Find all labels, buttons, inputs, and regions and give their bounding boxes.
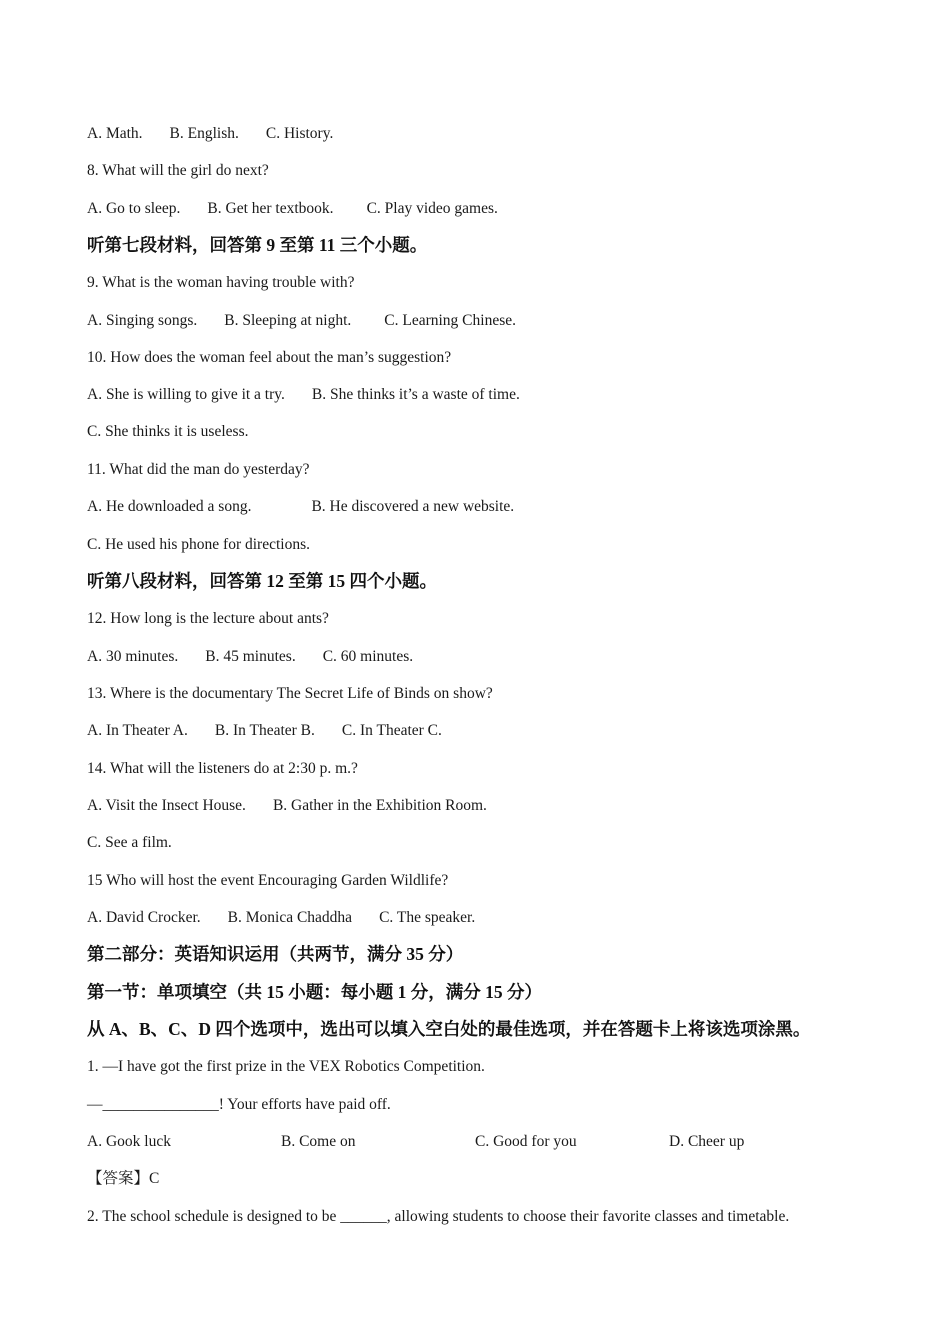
- option-b: B. He discovered a new website.: [311, 498, 515, 515]
- option-a: A. Singing songs.: [87, 312, 198, 329]
- section-header-part8: 听第八段材料，回答第 12 至第 15 四个小题。: [87, 571, 437, 591]
- option-c: C. History.: [265, 125, 334, 142]
- grammar-question-1-response: —_______________! Your efforts have paid off.: [87, 1096, 391, 1113]
- q11-option-c: C. He used his phone for directions.: [87, 536, 310, 553]
- option-a: A. Math.: [87, 125, 143, 142]
- option-a: A. 30 minutes.: [87, 648, 179, 665]
- q14-option-c: C. See a film.: [87, 834, 172, 851]
- option-d: D. Cheer up: [669, 1133, 745, 1150]
- q13-options: [87, 721, 442, 741]
- q11-options: [87, 497, 514, 517]
- option-a: A. Visit the Insect House.: [87, 797, 246, 814]
- q7-options: [87, 124, 333, 144]
- option-a: A. David Crocker.: [87, 909, 201, 926]
- question-11: 11. What did the man do yesterday?: [87, 461, 310, 478]
- option-b: B. Sleeping at night.: [224, 312, 352, 329]
- option-b: B. In Theater B.: [214, 722, 315, 739]
- question-13: 13. Where is the documentary The Secret Life of Binds on show?: [87, 685, 493, 702]
- question-12: 12. How long is the lecture about ants?: [87, 610, 329, 627]
- part-two-header: 第二部分：英语知识运用（共两节，满分 35 分）: [87, 944, 464, 964]
- q15-options: [87, 908, 475, 928]
- option-c: C. 60 minutes.: [322, 648, 414, 665]
- option-c: C. In Theater C.: [341, 722, 442, 739]
- question-10: 10. How does the woman feel about the man’s suggestion?: [87, 349, 452, 366]
- question-15: 15 Who will host the event Encouraging Garden Wildlife?: [87, 872, 449, 889]
- grammar-question-2: 2. The school schedule is designed to be ______, allowing students to choose their favorite classes and timetable.: [87, 1208, 790, 1225]
- option-a: A. He downloaded a song.: [87, 498, 252, 515]
- option-b: B. English.: [169, 125, 239, 142]
- q14-options: [87, 796, 487, 816]
- option-a: A. Go to sleep.: [87, 200, 181, 217]
- option-b: B. 45 minutes.: [205, 648, 296, 665]
- q9-options: [87, 311, 516, 331]
- option-b: B. Gather in the Exhibition Room.: [272, 797, 487, 814]
- option-c: C. Learning Chinese.: [384, 312, 516, 329]
- option-b: B. Get her textbook.: [207, 200, 334, 217]
- option-a: A. Gook luck: [87, 1133, 171, 1150]
- option-b: B. She thinks it’s a waste of time.: [311, 386, 520, 403]
- question-9: 9. What is the woman having trouble with?: [87, 274, 355, 291]
- section-header-part7: 听第七段材料，回答第 9 至第 11 三个小题。: [87, 235, 428, 255]
- q10-options: [87, 385, 520, 405]
- option-b: B. Come on: [281, 1133, 356, 1150]
- question-8: 8. What will the girl do next?: [87, 162, 269, 179]
- option-c: C. Play video games.: [366, 200, 498, 217]
- option-a: A. She is willing to give it a try.: [87, 386, 285, 403]
- grammar-question-1: 1. —I have got the first prize in the VEX Robotics Competition.: [87, 1058, 485, 1075]
- q10-option-c: C. She thinks it is useless.: [87, 423, 249, 440]
- option-c: C. The speaker.: [379, 909, 476, 926]
- option-a: A. In Theater A.: [87, 722, 188, 739]
- option-b: B. Monica Chaddha: [227, 909, 353, 926]
- q12-options: [87, 647, 413, 667]
- q8-options: [87, 199, 498, 219]
- answer-label: 【答案】C: [87, 1170, 160, 1187]
- option-c: C. Good for you: [475, 1133, 577, 1150]
- question-14: 14. What will the listeners do at 2:30 p. m.?: [87, 760, 358, 777]
- section-one-header: 第一节：单项填空（共 15 小题：每小题 1 分，满分 15 分）: [87, 982, 542, 1002]
- instructions: 从 A、B、C、D 四个选项中，选出可以填入空白处的最佳选项，并在答题卡上将该选项涂黑。: [87, 1019, 811, 1039]
